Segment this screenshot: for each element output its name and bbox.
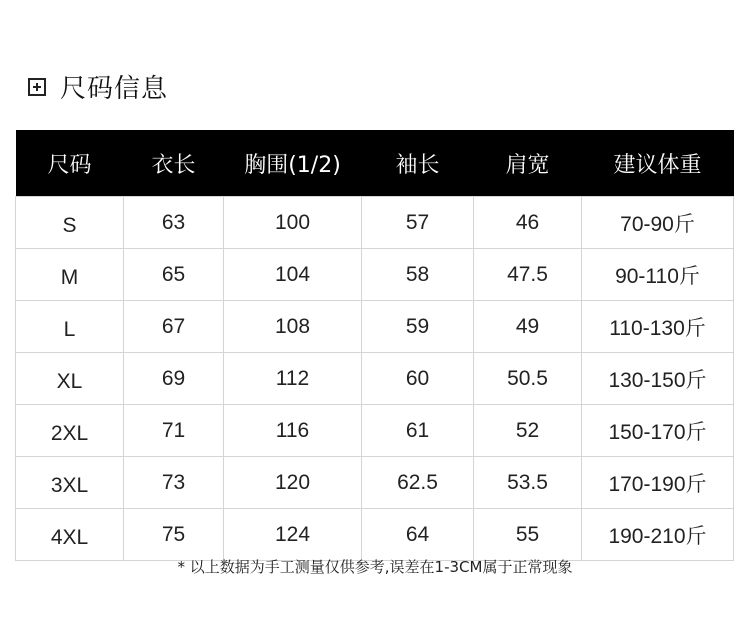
chest-cell: 104: [224, 249, 362, 301]
size-cell: L: [16, 301, 124, 353]
chest-cell: 112: [224, 353, 362, 405]
shoulder-cell: 47.5: [474, 249, 582, 301]
plus-square-icon: [28, 78, 46, 96]
header-weight: 建议体重: [582, 130, 734, 197]
section-title: 尺码信息: [60, 74, 169, 104]
section-header: [28, 68, 168, 105]
weight-cell: 190-210斤: [582, 509, 734, 561]
size-cell: S: [16, 197, 124, 249]
length-cell: 63: [124, 197, 224, 249]
length-cell: 65: [124, 249, 224, 301]
shoulder-cell: 53.5: [474, 457, 582, 509]
length-cell: 69: [124, 353, 224, 405]
size-cell: 3XL: [16, 457, 124, 509]
shoulder-cell: 46: [474, 197, 582, 249]
header-size: 尺码: [16, 130, 124, 197]
length-cell: 67: [124, 301, 224, 353]
weight-cell: 90-110斤: [582, 249, 734, 301]
sleeve-cell: 61: [362, 405, 474, 457]
shoulder-cell: 50.5: [474, 353, 582, 405]
size-cell: XL: [16, 353, 124, 405]
chest-cell: 124: [224, 509, 362, 561]
shoulder-cell: 52: [474, 405, 582, 457]
weight-cell: 170-190斤: [582, 457, 734, 509]
sleeve-cell: 64: [362, 509, 474, 561]
measurement-footnote: * 以上数据为手工测量仅供参考,误差在1-3CM属于正常现象: [177, 558, 573, 576]
table-header-row: [16, 130, 734, 197]
sleeve-cell: 59: [362, 301, 474, 353]
length-cell: 75: [124, 509, 224, 561]
weight-cell: 70-90斤: [582, 197, 734, 249]
table-row: [16, 301, 734, 353]
weight-cell: 130-150斤: [582, 353, 734, 405]
size-cell: M: [16, 249, 124, 301]
length-cell: 71: [124, 405, 224, 457]
table-row: [16, 353, 734, 405]
length-cell: 73: [124, 457, 224, 509]
weight-cell: 150-170斤: [582, 405, 734, 457]
size-table: [15, 130, 734, 561]
sleeve-cell: 57: [362, 197, 474, 249]
sleeve-cell: 60: [362, 353, 474, 405]
chest-cell: 120: [224, 457, 362, 509]
shoulder-cell: 49: [474, 301, 582, 353]
sleeve-cell: 58: [362, 249, 474, 301]
table-row: [16, 405, 734, 457]
header-chest: 胸围(1/2): [224, 130, 362, 197]
table-row: [16, 197, 734, 249]
size-cell: 4XL: [16, 509, 124, 561]
size-cell: 2XL: [16, 405, 124, 457]
weight-cell: 110-130斤: [582, 301, 734, 353]
chest-cell: 108: [224, 301, 362, 353]
table-row: [16, 457, 734, 509]
chest-cell: 100: [224, 197, 362, 249]
table-row: [16, 249, 734, 301]
header-sleeve: 袖长: [362, 130, 474, 197]
shoulder-cell: 55: [474, 509, 582, 561]
header-shoulder: 肩宽: [474, 130, 582, 197]
sleeve-cell: 62.5: [362, 457, 474, 509]
chest-cell: 116: [224, 405, 362, 457]
header-length: 衣长: [124, 130, 224, 197]
table-row: [16, 509, 734, 561]
